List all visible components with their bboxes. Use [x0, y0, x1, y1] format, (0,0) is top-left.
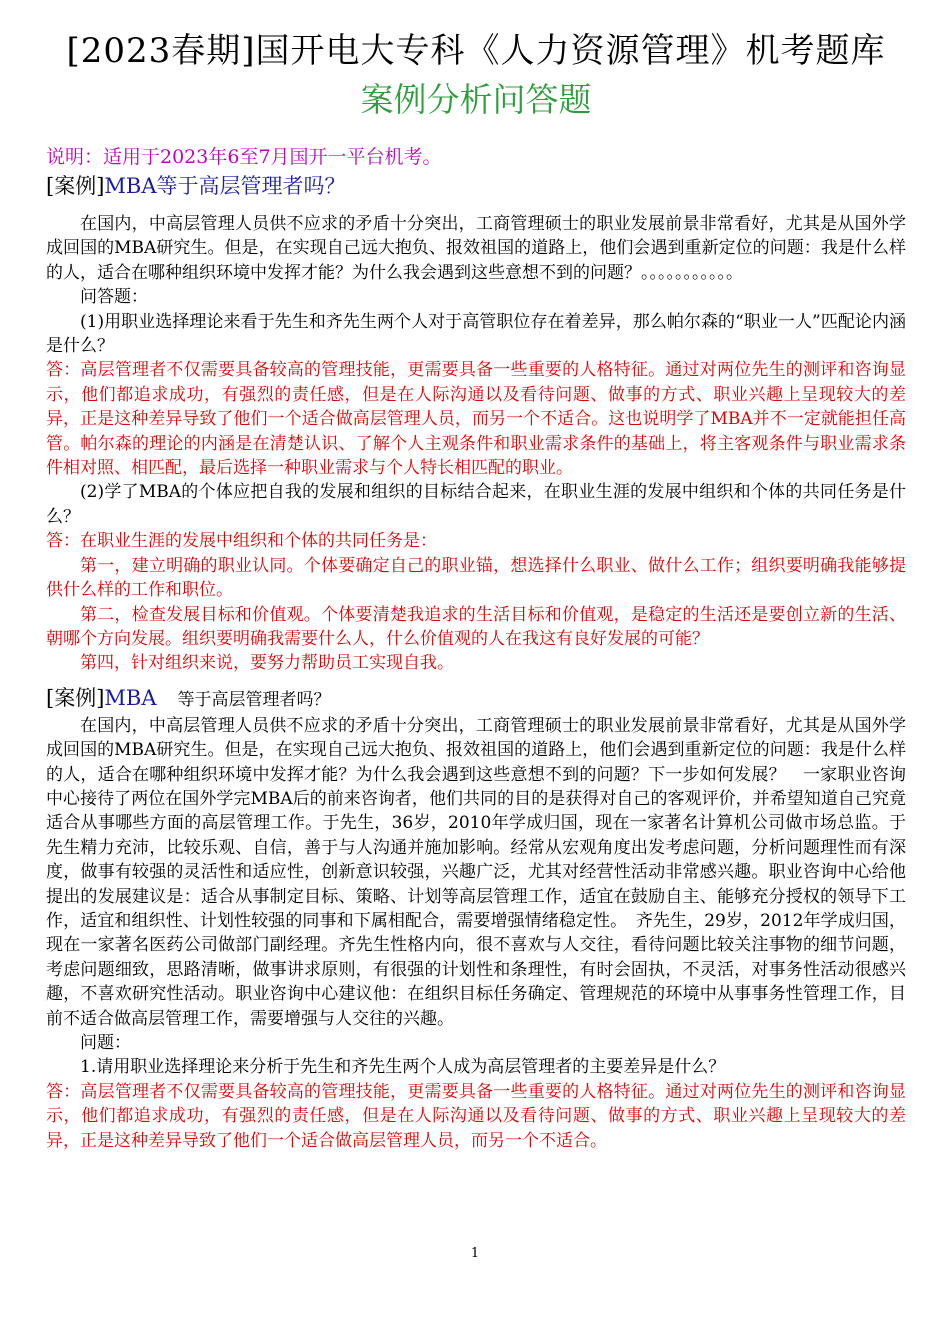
case1-prefix: [案例] [46, 174, 105, 198]
case1-questions-label: 问答题： [80, 287, 148, 308]
usage-note: 说明：适用于2023年6至7月国开一平台机考。 [46, 146, 442, 168]
case1-title: MBA等于高层管理者吗？ [104, 174, 346, 198]
case1-answer-2-point-1: 第一，建立明确的职业认同。个体要确定自己的职业锚，想选择什么职业、做什么工作；组织要明确我能够提供什么样的工作和职位。 [46, 555, 906, 601]
case1-heading [46, 172, 906, 200]
case1-answer-1: 答：高层管理者不仅需要具备较高的管理技能，更需要具备一些重要的人格特征。通过对两位先生的测评和咨询显示，他们都追求成功，有强烈的责任感，但是在人际沟通以及看待问题、做事的方式、职业兴趣上呈现较大的差异，正是这种差异导致了他们一个适合做高层管理人员，而另一个不适合。这也说明学了MBA并不一定就能担任高管。帕尔森的理论的内涵是在清楚认识、了解个人主观条件和职业需求条件的基础上，将主客观条件与职业需求条件相对照、相匹配，最后选择一种职业需求与个人特长相匹配的职业。 [46, 360, 906, 479]
case2-title-rest: 等于高层管理者吗？ [177, 689, 331, 710]
case2-questions-label: 问题： [80, 1033, 131, 1053]
page-number: 1 [470, 1246, 480, 1261]
case2-body: 在国内，中高层管理人员供不应求的矛盾十分突出，工商管理硕士的职业发展前景非常看好，尤其是从国外学成回国的MBA研究生。但是，在实现自己远大抱负、报效祖国的道路上，他们会遇到重新定位的问题：我是什么样的人，适合在哪种组织环境中发挥才能？为什么我会遇到这些意想不到的问题？下一步如何发展？ 一家职业咨询中心接待了两位在国外学完MBA后的前来咨询者，他们共同的目的是获得对自己的客观评价，并希望知道自己究竟适合从事哪些方面的高层管理工作。于先生，36岁，2010年学成归国，现在一家著名计算机公司做市场总监。于先生精力充沛，比较乐观、自信，善于与人沟通并施加影响。经常从宏观角度出发考虑问题，分析问题理性而有深度，做事有较强的灵活性和适应性，创新意识较强，兴趣广泛，尤其对经营性活动非常感兴趣。职业咨询中心给他提出的发展建议是：适合从事制定目标、策略、计划等高层管理工作，适宜在鼓励自主、能够充分授权的领导下工作，适宜和组织性、计划性较强的同事和下属相配合，需要增强情绪稳定性。 齐先生，29岁，2012年学成归国，现在一家著名医药公司做部门副经理。齐先生性格内向，很不喜欢与人交往，看待问题比较关注事物的细节问题，考虑问题细致，思路清晰，做事讲求原则，有很强的计划性和条理性，有时会固执，不灵活，对事务性活动很感兴趣，不喜欢研究性活动。职业咨询中心建议他：在组织目标任务确定、管理规范的环境中从事事务性管理工作，目前不适合做高层管理工作，需要增强与人交往的兴趣。 [46, 715, 906, 1029]
case2-heading [46, 684, 906, 714]
document-subtitle: 案例分析问答题 [360, 80, 592, 119]
case1-answer-2: 答：在职业生涯的发展中组织和个体的共同任务是： [46, 531, 437, 552]
case2-prefix: [案例] [46, 685, 105, 710]
case1-question-2: (2)学了MBA的个体应把自我的发展和组织的目标结合起来，在职业生涯的发展中组织和个体的共同任务是什么？ [46, 482, 906, 527]
case2-title: MBA [104, 685, 157, 710]
case1-answer-2-point-4: 第四，针对组织来说，要努力帮助员工实现自我。 [80, 653, 454, 674]
case1-question-1: (1)用职业选择理论来看于先生和齐先生两个人对于高管职位存在着差异，那么帕尔森的“职业一人”匹配论内涵是什么？ [46, 311, 906, 357]
case2-question-1: 1.请用职业选择理论来分析于先生和齐先生两个人成为高层管理者的主要差异是什么？ [80, 1057, 726, 1078]
case2-answer-1: 答：高层管理者不仅需要具备较高的管理技能，更需要具备一些重要的人格特征。通过对两位先生的测评和咨询显示，他们都追求成功，有强烈的责任感，但是在人际沟通以及看待问题、做事的方式、职业兴趣上呈现较大的差异，正是这种差异导致了他们一个适合做高层管理人员，而另一个不适合。 [46, 1081, 906, 1151]
document-title: [2023春期]国开电大专科《人力资源管理》机考题库 [66, 31, 886, 71]
case1-intro: 在国内，中高层管理人员供不应求的矛盾十分突出，工商管理硕士的职业发展前景非常看好，尤其是从国外学成回国的MBA研究生。但是，在实现自己远大抱负、报效祖国的道路上，他们会遇到重新定位的问题：我是什么样的人，适合在哪种组织环境中发挥才能？为什么我会遇到这些意想不到的问题？。。。。。。。。。。。 [46, 214, 906, 283]
case1-answer-2-point-2: 第二，检查发展目标和价值观。个体要清楚我追求的生活目标和价值观，是稳定的生活还是要创立新的生活、朝哪个方向发展。组织要明确我需要什么人，什么价值观的人在我这有良好发展的可能？ [46, 604, 906, 649]
